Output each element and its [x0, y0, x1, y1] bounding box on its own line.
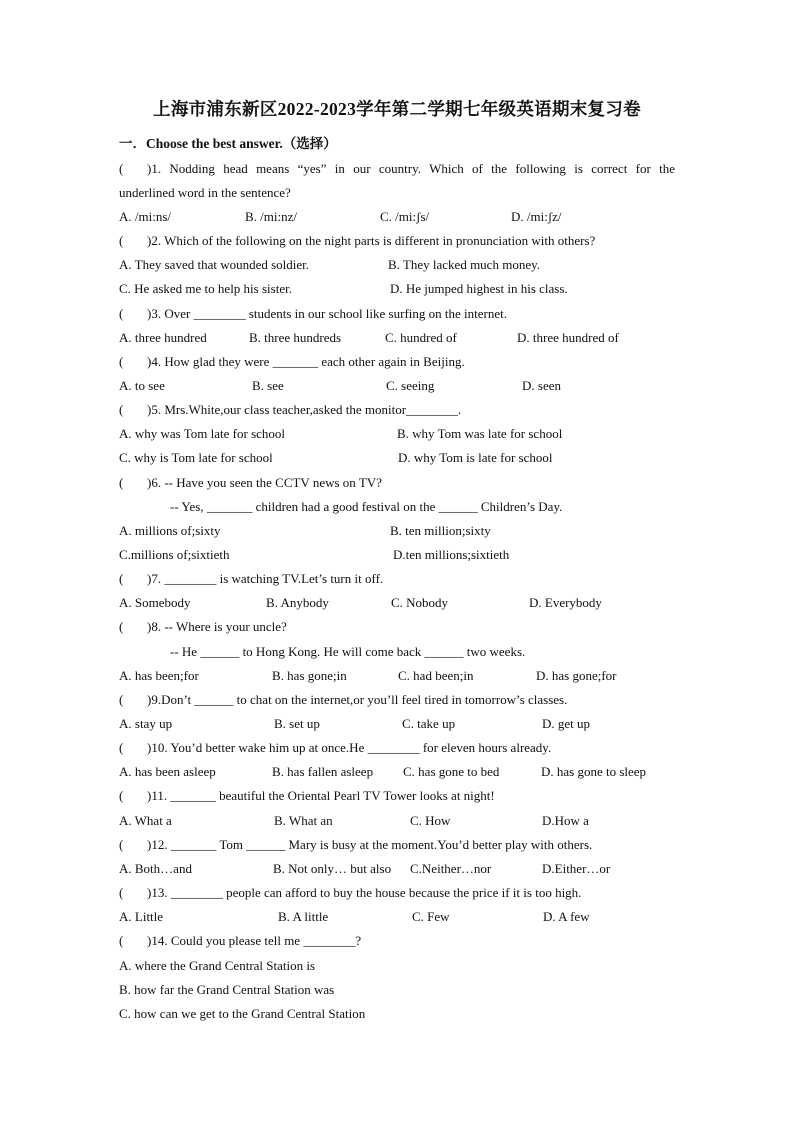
q6-option-c: C.millions of;sixtieth: [119, 547, 230, 562]
question-9: ( )9.Don’t ______ to chat on the internet,or you’ll feel tired in tomorrow’s classes.: [119, 692, 568, 707]
q3-option-a: A. three hundred: [119, 330, 207, 345]
question-4: ( )4. How glad they were _______ each other again in Beijing.: [119, 354, 465, 369]
q7-option-a: A. Somebody: [119, 595, 191, 610]
q11-option-b: B. What an: [274, 813, 333, 828]
question-3: ( )3. Over ________ students in our school like surfing on the internet.: [119, 306, 507, 321]
q6-option-b: B. ten million;sixty: [390, 523, 491, 538]
q5-option-b: B. why Tom was late for school: [397, 426, 563, 441]
question-1-continued: underlined word in the sentence?: [119, 185, 291, 200]
q7-option-c: C. Nobody: [391, 595, 449, 610]
q5-option-c: C. why is Tom late for school: [119, 450, 273, 465]
q5-option-d: D. why Tom is late for school: [398, 450, 553, 465]
q13-option-d: D. A few: [543, 909, 590, 924]
q1-option-c: C. /mi:ʃs/: [380, 209, 430, 224]
question-14: ( )14. Could you please tell me ________?: [119, 933, 362, 948]
q13-option-c: C. Few: [412, 909, 450, 924]
question-6-continued: -- Yes, _______ children had a good festival on the ______ Children’s Day.: [170, 499, 563, 514]
q3-option-c: C. hundred of: [385, 330, 457, 345]
question-8-continued: -- He ______ to Hong Kong. He will come back ______ two weeks.: [170, 644, 526, 659]
q8-option-d: D. has gone;for: [536, 668, 617, 683]
q6-option-d: D.ten millions;sixtieth: [393, 547, 510, 562]
q9-option-b: B. set up: [274, 716, 320, 731]
q1-option-d: D. /mi:ʃz/: [511, 209, 562, 224]
question-13: ( )13. ________ people can afford to buy the house because the price if it is too high.: [119, 885, 582, 900]
q9-option-c: C. take up: [402, 716, 456, 731]
q7-option-d: D. Everybody: [529, 595, 602, 610]
q2-option-c: C. He asked me to help his sister.: [119, 281, 292, 296]
q11-option-d: D.How a: [542, 813, 589, 828]
q13-option-a: A. Little: [119, 909, 164, 924]
q9-option-a: A. stay up: [119, 716, 173, 731]
question-5: ( )5. Mrs.White,our class teacher,asked the monitor________.: [119, 402, 462, 417]
q1-option-a: A. /mi:ns/: [119, 209, 172, 224]
q6-option-a: A. millions of;sixty: [119, 523, 221, 538]
q4-option-d: D. seen: [522, 378, 561, 393]
q2-option-a: A. They saved that wounded soldier.: [119, 257, 310, 272]
question-6: ( )6. -- Have you seen the CCTV news on TV?: [119, 475, 382, 490]
q9-option-d: D. get up: [542, 716, 591, 731]
q11-option-c: C. How: [410, 813, 451, 828]
question-11: ( )11. _______ beautiful the Oriental Pearl TV Tower looks at night!: [119, 788, 495, 803]
question-10: ( )10. You’d better wake him up at once.He ________ for eleven hours already.: [119, 740, 552, 755]
q8-option-b: B. has gone;in: [272, 668, 347, 683]
q2-option-b: B. They lacked much money.: [388, 257, 540, 272]
page-title: 上海市浦东新区2022-2023学年第二学期七年级英语期末复习卷: [153, 99, 641, 119]
q2-option-d: D. He jumped highest in his class.: [390, 281, 568, 296]
section-heading: 一．Choose the best answer.（选择）: [119, 136, 337, 151]
q3-option-d: D. three hundred of: [517, 330, 619, 345]
q12-option-d: D.Either…or: [542, 861, 611, 876]
q12-option-b: B. Not only… but also: [273, 861, 392, 876]
question-8: ( )8. -- Where is your uncle?: [119, 619, 287, 634]
q4-option-b: B. see: [252, 378, 284, 393]
question-2: ( )2. Which of the following on the night parts is different in pronunciation with others?: [119, 233, 596, 248]
q8-option-a: A. has been;for: [119, 668, 199, 683]
q4-option-c: C. seeing: [386, 378, 435, 393]
question-1: ( )1. Nodding head means “yes” in our country. Which of the following is correct for the: [119, 161, 675, 176]
q7-option-b: B. Anybody: [266, 595, 329, 610]
q12-option-a: A. Both…and: [119, 861, 192, 876]
q10-option-d: D. has gone to sleep: [541, 764, 647, 779]
q14-option-c: C. how can we get to the Grand Central Station: [119, 1006, 366, 1021]
q4-option-a: A. to see: [119, 378, 165, 393]
q8-option-c: C. had been;in: [398, 668, 474, 683]
q10-option-b: B. has fallen asleep: [272, 764, 374, 779]
question-7: ( )7. ________ is watching TV.Let’s turn it off.: [119, 571, 384, 586]
q10-option-c: C. has gone to bed: [403, 764, 500, 779]
q10-option-a: A. has been asleep: [119, 764, 216, 779]
q11-option-a: A. What a: [119, 813, 172, 828]
q14-option-a: A. where the Grand Central Station is: [119, 958, 316, 973]
q13-option-b: B. A little: [278, 909, 329, 924]
q14-option-b: B. how far the Grand Central Station was: [119, 982, 335, 997]
q3-option-b: B. three hundreds: [249, 330, 342, 345]
q1-option-b: B. /mi:nz/: [245, 209, 297, 224]
q5-option-a: A. why was Tom late for school: [119, 426, 286, 441]
question-12: ( )12. _______ Tom ______ Mary is busy at the moment.You’d better play with others.: [119, 837, 593, 852]
q12-option-c: C.Neither…nor: [410, 861, 492, 876]
